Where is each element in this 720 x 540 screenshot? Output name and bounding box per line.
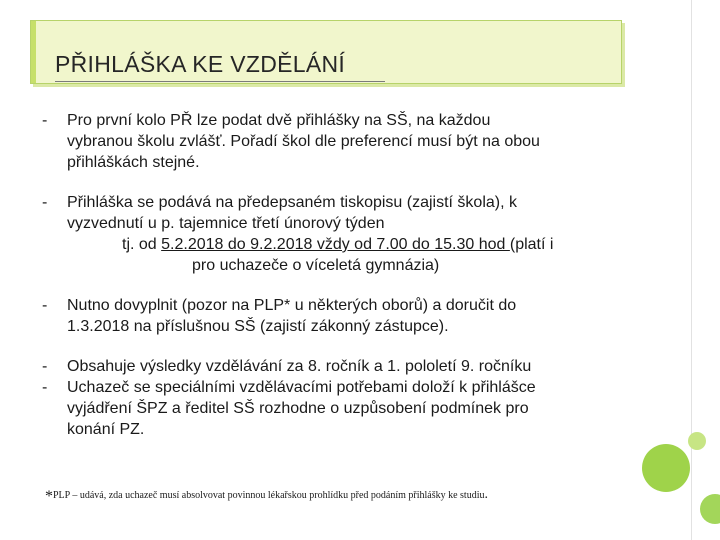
dates-suffix: (platí i: [509, 236, 554, 253]
list-item: [40, 356, 640, 377]
right-edge-rule: [691, 0, 692, 540]
decorative-circle-large: [642, 444, 690, 492]
footnote: [45, 487, 645, 506]
list-item: [40, 192, 640, 276]
item-line: konání PZ.: [67, 421, 145, 438]
bullet-list: [40, 110, 640, 440]
item-line: Pro první kolo PŘ lze podat dvě přihlášky na SŠ, na každou: [67, 112, 491, 129]
decorative-circle-medium: [700, 494, 720, 524]
title-box: [30, 20, 622, 84]
item-line: Obsahuje výsledky vzdělávání za 8. ročník a 1. pololetí 9. ročníku: [67, 358, 532, 375]
footnote-text: PLP – udává, zda uchazeč musí absolvovat povinnou lékařskou prohlídku před podáním přihlášky ke studiu: [53, 490, 485, 501]
decorative-circle-small: [688, 432, 706, 450]
item-line: Uchazeč se speciálními vzdělávacími potřebami doloží k přihlášce: [67, 379, 536, 396]
title-accent-bar: [31, 21, 36, 83]
footnote-end: .: [484, 487, 488, 502]
item-line: pro uchazeče o víceletá gymnázia): [192, 257, 440, 274]
item-line: vybranou školu zvlášť. Pořadí škol dle preferencí musí být na obou: [67, 133, 540, 150]
item-line: vyjádření ŠPZ a ředitel SŠ rozhodne o uzpůsobení podmínek pro: [67, 400, 529, 417]
list-item: [40, 295, 640, 337]
title-underline: [55, 81, 385, 82]
bullet-dash: -: [42, 297, 48, 314]
item-line: Nutno dovyplnit (pozor na PLP* u některých oborů) a doručit do: [67, 297, 517, 314]
list-item: [40, 377, 640, 440]
item-line: 1.3.2018 na příslušnou SŠ (zajistí zákonný zástupce).: [67, 318, 449, 335]
bullet-dash: -: [42, 194, 48, 211]
page-title: PŘIHLÁŠKA KE VZDĚLÁNÍ: [55, 51, 346, 77]
item-line-dates: [122, 234, 640, 255]
dates-prefix: tj. od: [122, 236, 162, 253]
list-item: [40, 110, 640, 173]
item-line: Přihláška se podává na předepsaném tiskopisu (zajistí škola), k: [67, 194, 517, 211]
bullet-dash: -: [42, 358, 48, 375]
dates-underlined: 5.2.2018 do 9.2.2018 vždy od 7.00 do 15.30 hod: [161, 236, 510, 253]
bullet-dash: -: [42, 112, 48, 129]
item-line: vyzvednutí u p. tajemnice třetí únorový týden: [67, 215, 385, 232]
bullet-dash: -: [42, 379, 48, 396]
footnote-star: *: [45, 488, 53, 505]
item-line: přihláškách stejné.: [67, 154, 200, 171]
